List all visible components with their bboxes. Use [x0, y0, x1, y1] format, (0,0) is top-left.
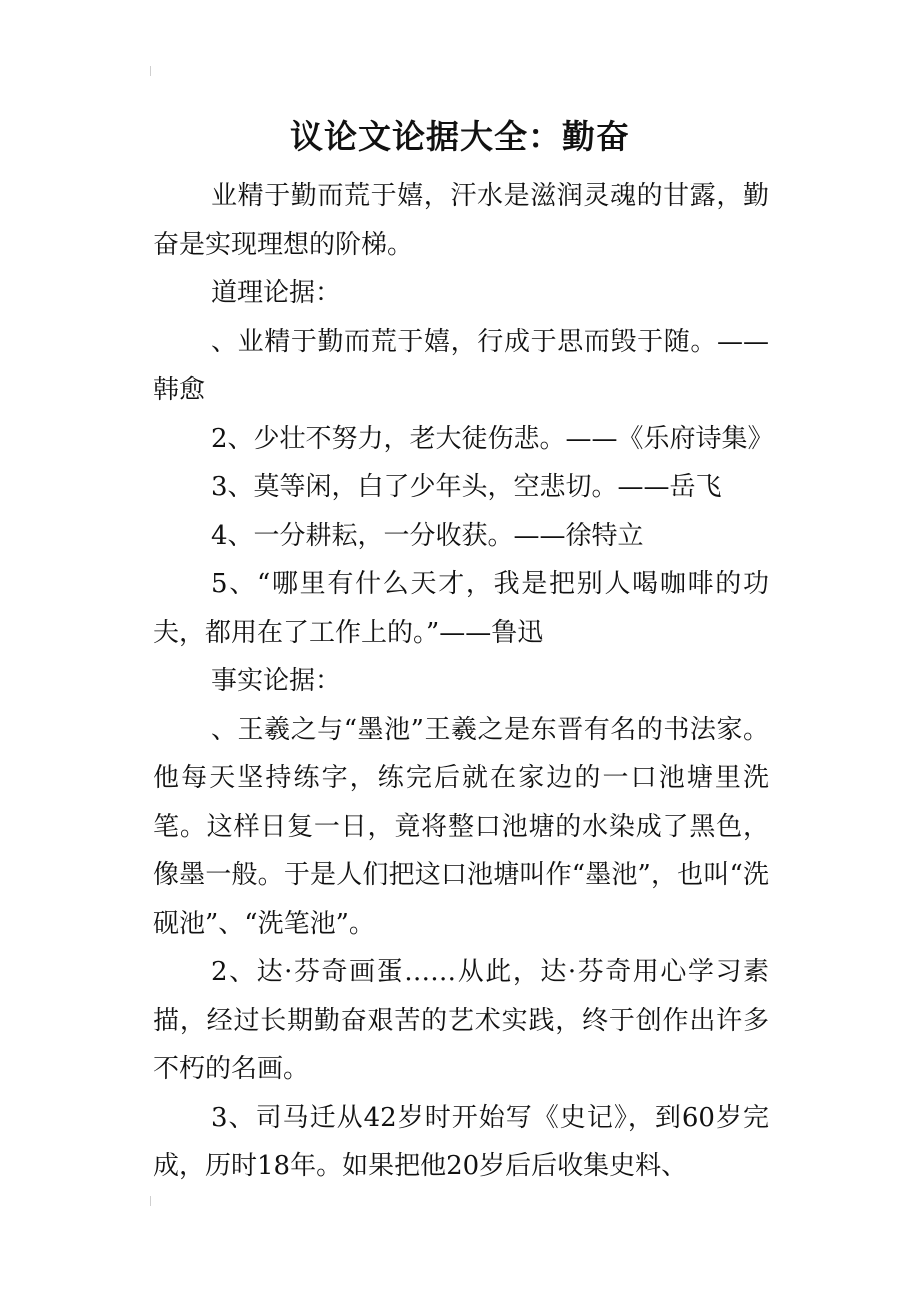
- quote-item-2: 2、少壮不努力，老大徒伤悲。——《乐府诗集》: [211, 423, 774, 454]
- fact-item-3: 3、司马迁从42岁时开始写《史记》，到60岁完成，历时18年。如果把他20岁后后收集史料、: [153, 1102, 769, 1181]
- section-heading-reason-evidence: 道理论据：: [211, 278, 342, 308]
- fact-item-1: 、王羲之与“墨池”王羲之是东晋有名的书法家。他每天坚持练字，练完后就在家边的一口池塘里洗笔。这样日复一日，竟将整口池塘的水染成了黑色，像墨一般。于是人们把这口池塘叫作“墨池”，也叫“洗砚池”、“洗笔池”。: [153, 714, 769, 939]
- fact-item-2: 2、达·芬奇画蛋……从此，达·芬奇用心学习素描，经过长期勤奋艰苦的艺术实践，终于创作出许多不朽的名画。: [153, 957, 769, 1084]
- intro-paragraph: 业精于勤而荒于嬉，汗水是滋润灵魂的甘露，勤奋是实现理想的阶梯。: [153, 181, 769, 260]
- quote-item-4: 4、一分耕耘，一分收获。——徐特立: [211, 520, 644, 551]
- page-corner-mark-top: [150, 66, 159, 76]
- quote-item-5: 5、“哪里有什么天才，我是把别人喝咖啡的功夫，都用在了工作上的。”——鲁迅: [153, 569, 769, 648]
- page-corner-mark-bottom: [150, 1196, 159, 1206]
- quote-item-1: 、业精于勤而荒于嬉，行成于思而毁于随。——韩愈: [153, 326, 769, 405]
- quote-item-3: 3、莫等闲，白了少年头，空悲切。——岳飞: [211, 472, 722, 502]
- document-title: 议论文论据大全：勤奋: [290, 117, 630, 156]
- section-heading-fact-evidence: 事实论据：: [211, 666, 342, 696]
- document-body: [153, 172, 774, 1191]
